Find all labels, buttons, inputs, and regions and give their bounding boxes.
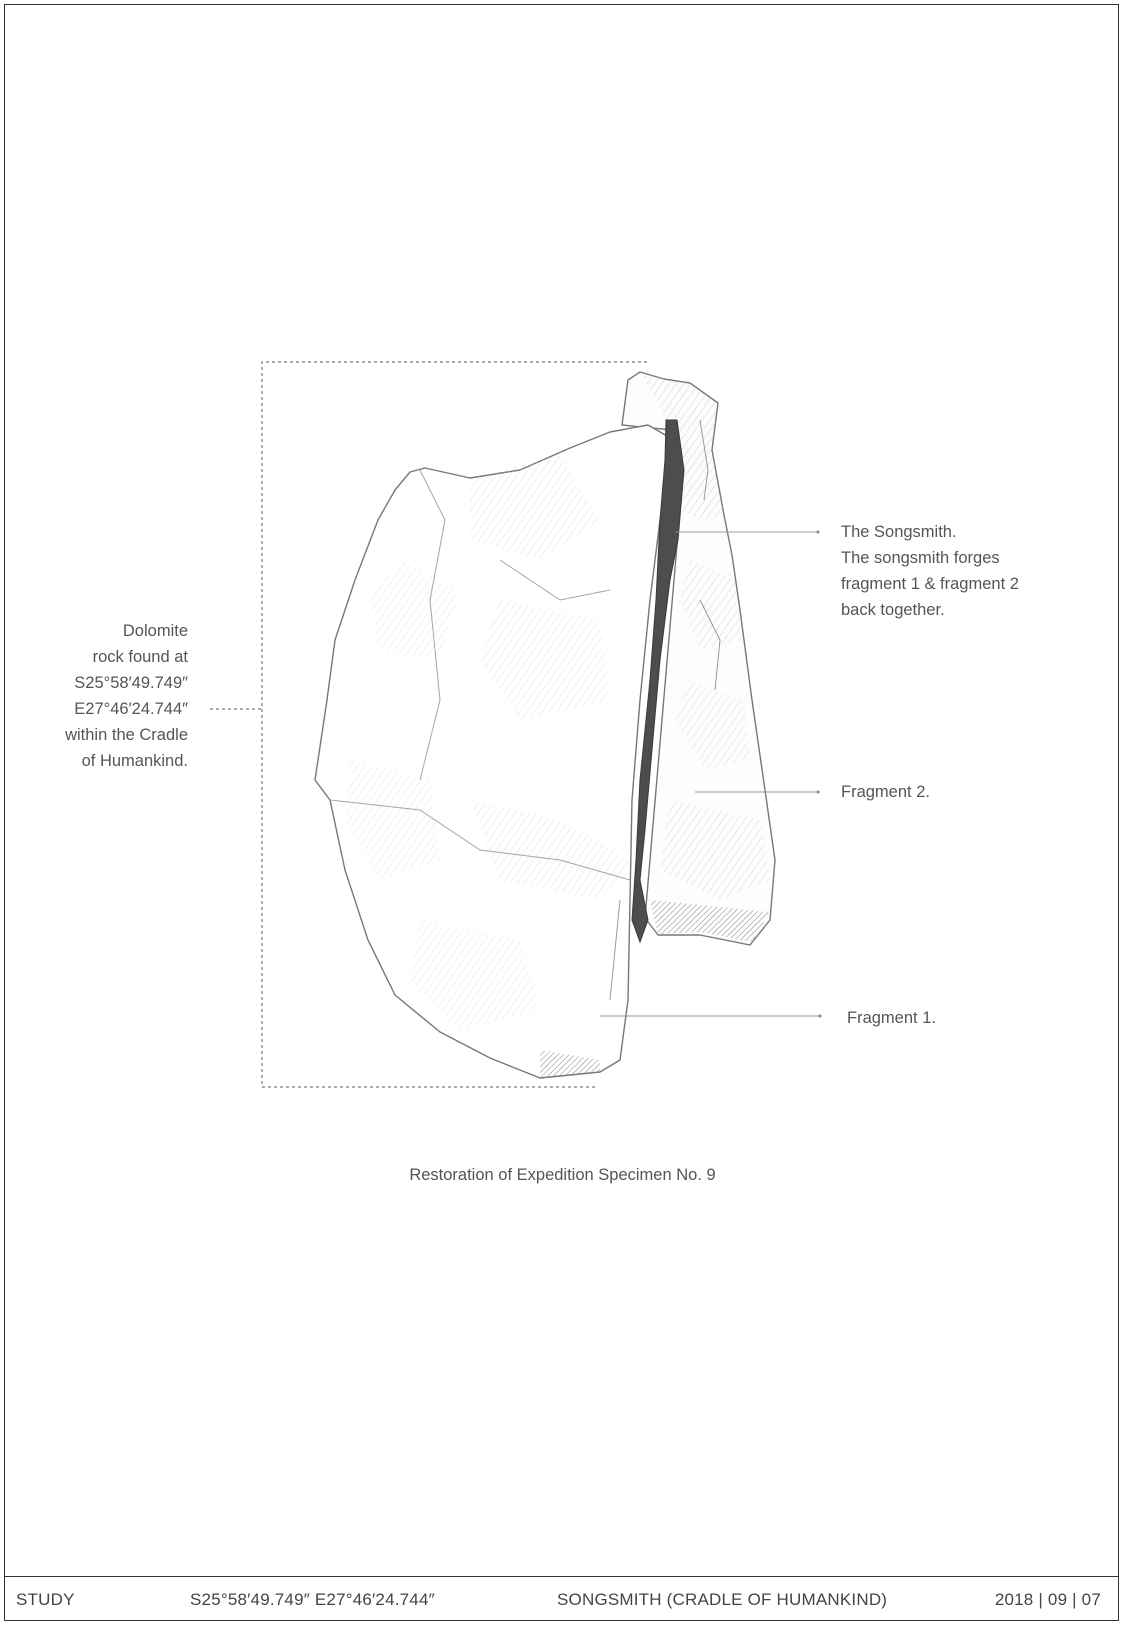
songsmith-line: fragment 1 & fragment 2: [841, 575, 1019, 593]
figure-caption: Restoration of Expedition Specimen No. 9: [409, 1166, 716, 1184]
fragment-1-label: Fragment 1.: [847, 1009, 936, 1027]
footer-category: STUDY: [16, 1590, 75, 1609]
location-line: within the Cradle: [65, 726, 188, 744]
location-line: rock found at: [92, 648, 188, 666]
songsmith-line: The Songsmith.: [841, 523, 957, 541]
footer-title: SONGSMITH (CRADLE OF HUMANKIND): [557, 1590, 888, 1609]
songsmith-line: The songsmith forges: [841, 549, 1000, 567]
location-line: of Humankind.: [81, 752, 188, 770]
fragment-2-label: Fragment 2.: [841, 783, 930, 801]
location-line: Dolomite: [122, 622, 188, 640]
location-line: E27°46′24.744″: [74, 700, 188, 718]
footer-coordinates: S25°58′49.749″ E27°46′24.744″: [190, 1590, 435, 1609]
location-annotation: [65, 618, 188, 774]
location-line: S25°58′49.749″: [74, 674, 188, 692]
footer-date: 2018 | 09 | 07: [994, 1590, 1101, 1609]
songsmith-line: back together.: [841, 601, 945, 619]
songsmith-annotation: [841, 519, 1019, 623]
footer-divider: [4, 1576, 1119, 1577]
fragment-1-rock: [315, 425, 668, 1078]
